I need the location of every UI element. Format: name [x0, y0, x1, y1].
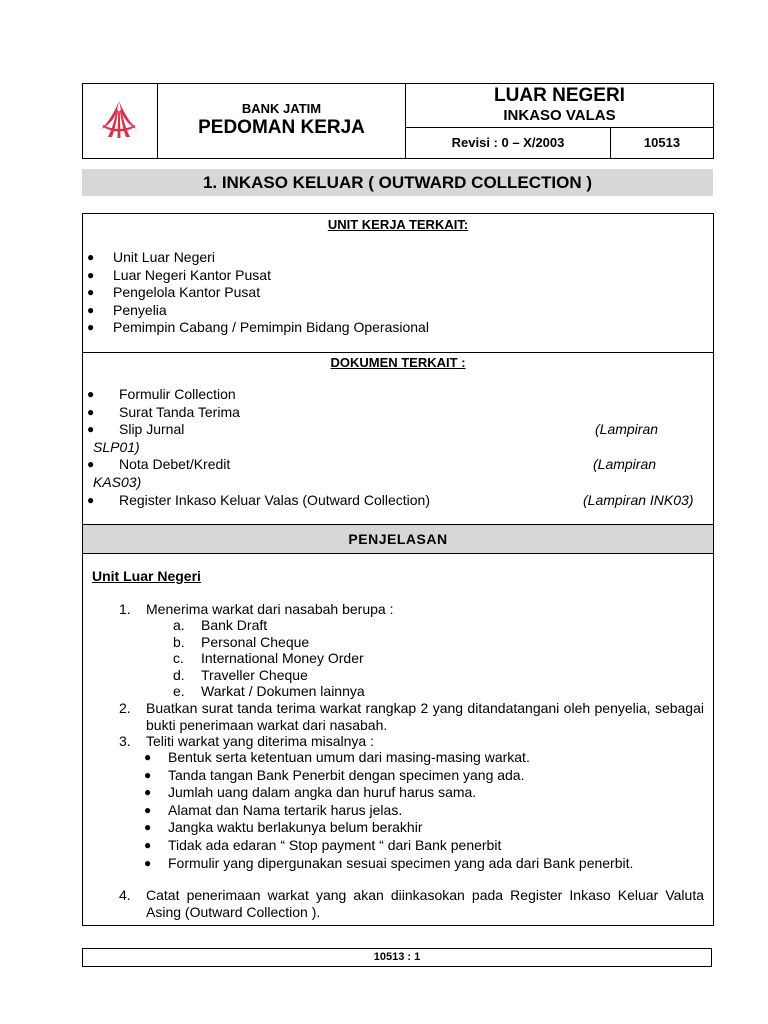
doc-code: 10513	[643, 135, 681, 150]
step-number: 3.	[119, 733, 131, 749]
list-item: ● Pemimpin Cabang / Pemimpin Bidang Operasional	[87, 319, 429, 336]
list-item-cont	[93, 474, 709, 492]
list-item: ● Luar Negeri Kantor Pusat	[87, 266, 271, 283]
penjelasan-heading: PENJELASAN	[83, 524, 713, 554]
page-footer: 10513 : 1	[82, 948, 712, 967]
list-item-text: Register Inkaso Keluar Valas (Outward Collection)	[119, 491, 430, 508]
list-item-text: Jumlah uang dalam angka dan huruf harus sama.	[168, 784, 477, 801]
list-letter: a.	[173, 617, 185, 633]
list-item-text: International Money Order	[201, 650, 364, 667]
list-item-text: Tidak ada edaran “ Stop payment “ dari Bank penerbit	[168, 836, 502, 853]
title-cell	[406, 84, 713, 128]
list-letter: e.	[173, 683, 185, 700]
list-letter: d.	[173, 666, 185, 683]
list-item-text: Jangka waktu berlakunya belum berakhir	[168, 819, 423, 836]
list-item-cont	[93, 439, 709, 457]
bank-jatim-logo	[99, 99, 139, 141]
unit-kerja-colon: :	[463, 217, 469, 232]
lampiran-ref-cont: SLP01)	[93, 438, 140, 455]
step-number: 1.	[119, 601, 131, 617]
list-item	[173, 634, 365, 651]
list-item-text: Penyelia	[113, 301, 167, 318]
list-item: ● Surat Tanda Terima	[87, 403, 240, 420]
list-item-text: Formulir Collection	[119, 386, 236, 402]
list-item	[173, 667, 365, 684]
lampiran-ref: (Lampiran	[595, 421, 659, 438]
title-line1: LUAR NEGERI	[494, 85, 625, 106]
list-item-text: Pengelola Kantor Pusat	[113, 284, 261, 301]
list-letter: b.	[173, 633, 185, 650]
step-number: 4.	[119, 887, 131, 903]
lampiran-ref: (Lampiran	[593, 456, 657, 473]
list-item-text: Nota Debet/Kredit	[119, 456, 231, 473]
step-text: Buatkan surat tanda terima warkat rangkap 2 yang ditandatangani oleh penyelia, sebagai bukti penerimaan warkat dari nasabah.	[146, 700, 704, 733]
list-item-text: Tanda tangan Bank Penerbit dengan specimen yang ada.	[168, 766, 525, 783]
check-list	[144, 749, 708, 872]
doc-type: PEDOMAN KERJA	[198, 117, 365, 138]
list-item-text: Slip Jurnal	[119, 421, 185, 438]
list-item: ● Pengelola Kantor Pusat	[87, 284, 261, 301]
list-item-text: Personal Cheque	[201, 633, 310, 650]
step-text: Teliti warkat yang diterima misalnya :	[146, 733, 374, 749]
unit-kerja-list	[87, 249, 429, 337]
warkat-list	[173, 617, 365, 700]
revision-text: Revisi : 0 – X/2003	[451, 135, 565, 150]
list-item-text: Pemimpin Cabang / Pemimpin Bidang Operasional	[113, 319, 429, 336]
dokumen-colon: :	[457, 355, 466, 370]
unit-kerja-heading-text: UNIT KERJA TERKAIT	[327, 217, 464, 232]
lampiran-ref-cont: KAS03)	[93, 473, 142, 490]
list-item-text: Traveller Cheque	[201, 666, 308, 683]
step-number: 2.	[119, 700, 131, 716]
list-item-text: Alamat dan Nama tertarik harus jelas.	[168, 801, 403, 818]
main-content-box	[82, 213, 714, 926]
list-item: ● Tidak ada edaran “ Stop payment “ dari Bank penerbit	[144, 836, 502, 853]
list-item: ● Tanda tangan Bank Penerbit dengan specimen yang ada.	[144, 766, 525, 783]
bank-name-cell	[158, 84, 406, 158]
list-item: ● Jumlah uang dalam angka dan huruf harus sama.	[144, 784, 477, 801]
list-item-text: Warkat / Dokumen lainnya	[201, 683, 365, 700]
list-item	[173, 617, 365, 634]
revision-cell	[406, 128, 611, 158]
list-item: ● Unit Luar Negeri	[87, 249, 215, 265]
code-cell	[611, 128, 713, 158]
list-item: ● Bentuk serta ketentuan umum dari masing-masing warkat.	[144, 749, 530, 765]
dokumen-heading	[83, 355, 713, 370]
list-item: ● Alamat dan Nama tertarik harus jelas.	[144, 801, 403, 818]
list-item: ● Formulir Collection	[87, 386, 236, 402]
unit-title: Unit Luar Negeri	[92, 568, 201, 584]
list-item-text: Bank Draft	[201, 617, 268, 633]
list-letter: c.	[173, 650, 184, 667]
list-item: ● Formulir yang dipergunakan sesuai specimen yang ada dari Bank penerbit.	[144, 854, 634, 871]
list-item-text: Bentuk serta ketentuan umum dari masing-masing warkat.	[168, 749, 530, 765]
list-item-text: Luar Negeri Kantor Pusat	[113, 266, 271, 283]
list-item: ● Jangka waktu berlakunya belum berakhir	[144, 819, 423, 836]
list-item: ● Nota Debet/Kredit (Lampiran	[87, 456, 657, 473]
unit-kerja-heading	[83, 217, 713, 232]
list-item-text: Formulir yang dipergunakan sesuai specimen yang ada dari Bank penerbit.	[168, 854, 634, 871]
lampiran-ref: (Lampiran INK03)	[583, 491, 694, 508]
list-item: ● Register Inkaso Keluar Valas (Outward Collection) (Lampiran INK03)	[87, 491, 694, 508]
list-item: ● Penyelia	[87, 301, 167, 318]
divider	[83, 352, 713, 353]
section-title: 1. INKASO KELUAR ( OUTWARD COLLECTION )	[82, 169, 713, 196]
bank-name: BANK JATIM	[241, 101, 322, 116]
title-line2: INKASO VALAS	[503, 107, 616, 124]
step-text: Menerima warkat dari nasabah berupa :	[146, 601, 394, 617]
step-text: Catat penerimaan warkat yang akan diinkasokan pada Register Inkaso Keluar Valuta Asing (Outward Collection ).	[146, 887, 704, 920]
document-header	[82, 83, 714, 159]
list-item	[173, 650, 365, 667]
list-item-text: Unit Luar Negeri	[113, 249, 215, 265]
dokumen-list	[87, 386, 709, 509]
list-item	[173, 683, 365, 700]
dokumen-heading-text: DOKUMEN TERKAIT	[330, 355, 458, 370]
list-item: ● Slip Jurnal (Lampiran	[87, 421, 659, 438]
logo-cell	[83, 84, 158, 158]
list-item-text: Surat Tanda Terima	[119, 403, 240, 420]
